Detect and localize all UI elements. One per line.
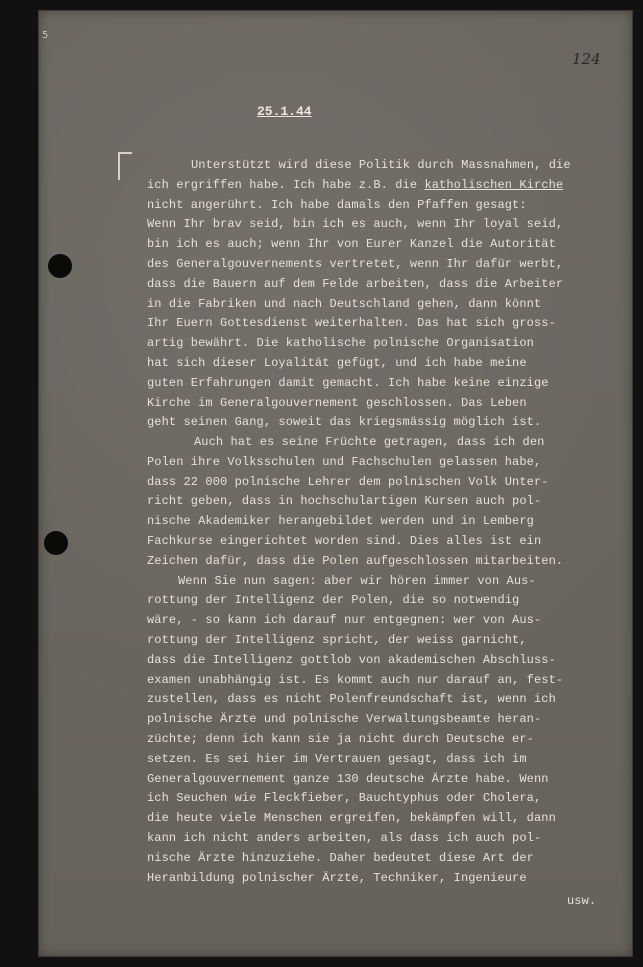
text-line: examen unabhängig ist. Es kommt auch nur darauf an, fest-: [147, 673, 564, 687]
underlined-phrase: katholischen Kirche: [424, 178, 564, 192]
text-line: dass 22 000 polnische Lehrer dem polnischen Volk Unter-: [147, 475, 549, 489]
text-line: Heranbildung polnischer Ärzte, Techniker, Ingenieure: [147, 871, 527, 885]
text-line: Generalgouvernement ganze 130 deutsche Ärzte habe. Wenn: [147, 772, 549, 786]
text-line: rottung der Intelligenz spricht, der weiss garnicht,: [147, 633, 527, 647]
text-line: Ihr Euern Gottesdienst weiterhalten. Das hat sich gross-: [147, 316, 556, 330]
text-line: ich Seuchen wie Fleckfieber, Bauchtyphus oder Cholera,: [147, 791, 542, 805]
text-line: hat sich dieser Loyalität gefügt, und ich habe meine: [147, 356, 527, 370]
text-line: guten Erfahrungen damit gemacht. Ich habe keine einzige: [147, 376, 549, 390]
margin-mark: 5: [42, 30, 49, 41]
text-line: Fachkurse eingerichtet worden sind. Dies alles ist ein: [147, 534, 542, 548]
text-line: Auch hat es seine Früchte getragen, dass ich den: [194, 435, 545, 449]
text-line: zustellen, dass es nicht Polenfreundschaft ist, wenn ich: [147, 692, 556, 706]
text-line: bin ich es auch; wenn Ihr von Eurer Kanzel die Autorität: [147, 237, 556, 251]
text-line: rottung der Intelligenz der Polen, die so notwendig: [147, 593, 520, 607]
document-date: 25.1.44: [257, 104, 312, 119]
punch-hole-top: [48, 254, 72, 278]
text-line: die heute viele Menschen ergreifen, bekämpfen will, dann: [147, 811, 556, 825]
text-line: züchte; denn ich kann sie ja nicht durch Deutsche er-: [147, 732, 534, 746]
text-line: dass die Intelligenz gottlob von akademischen Abschluss-: [147, 653, 556, 667]
text-line: Zeichen dafür, dass die Polen aufgeschlossen mitarbeiten.: [147, 554, 564, 568]
text-line: richt geben, dass in hochschulartigen Kursen auch pol-: [147, 494, 542, 508]
text-line: Kirche im Generalgouvernement geschlossen. Das Leben: [147, 396, 527, 410]
text-line: nische Akademiker herangebildet werden und in Lemberg: [147, 514, 534, 528]
text-line: artig bewährt. Die katholische polnische Organisation: [147, 336, 534, 350]
text-line: dass die Bauern auf dem Felde arbeiten, dass die Arbeiter: [147, 277, 564, 291]
text-line: Unterstützt wird diese Politik durch Massnahmen, die: [191, 158, 571, 172]
text-line: setzen. Es sei hier im Vertrauen gesagt, dass ich im: [147, 752, 527, 766]
folio-number: 124: [572, 50, 601, 68]
text-line: Wenn Ihr brav seid, bin ich es auch, wenn Ihr loyal seid,: [147, 217, 564, 231]
text-line: in die Fabriken und nach Deutschland gehen, dann könnt: [147, 297, 542, 311]
text-line: wäre, - so kann ich darauf nur entgegnen: wer von Aus-: [147, 613, 542, 627]
text-line: nicht angerührt. Ich habe damals den Pfaffen gesagt:: [147, 198, 527, 212]
text-line: kann ich nicht anders arbeiten, als dass ich auch pol-: [147, 831, 542, 845]
punch-hole-bottom: [44, 531, 68, 555]
text-line: ich ergriffen habe. Ich habe z.B. die katholischen Kirche: [147, 178, 564, 192]
text-line: des Generalgouvernements vertretet, wenn Ihr dafür werbt,: [147, 257, 564, 271]
text-line: geht seinen Gang, soweit das kriegsmässig möglich ist.: [147, 415, 542, 429]
text-line: Polen ihre Volksschulen und Fachschulen gelassen habe,: [147, 455, 542, 469]
text-line: usw.: [567, 894, 597, 908]
text-line: polnische Ärzte und polnische Verwaltungsbeamte heran-: [147, 712, 542, 726]
paragraph-bracket: [118, 152, 132, 180]
text-line: Wenn Sie nun sagen: aber wir hören immer von Aus-: [178, 574, 536, 588]
text-line: nische Ärzte hinzuziehe. Daher bedeutet diese Art der: [147, 851, 534, 865]
